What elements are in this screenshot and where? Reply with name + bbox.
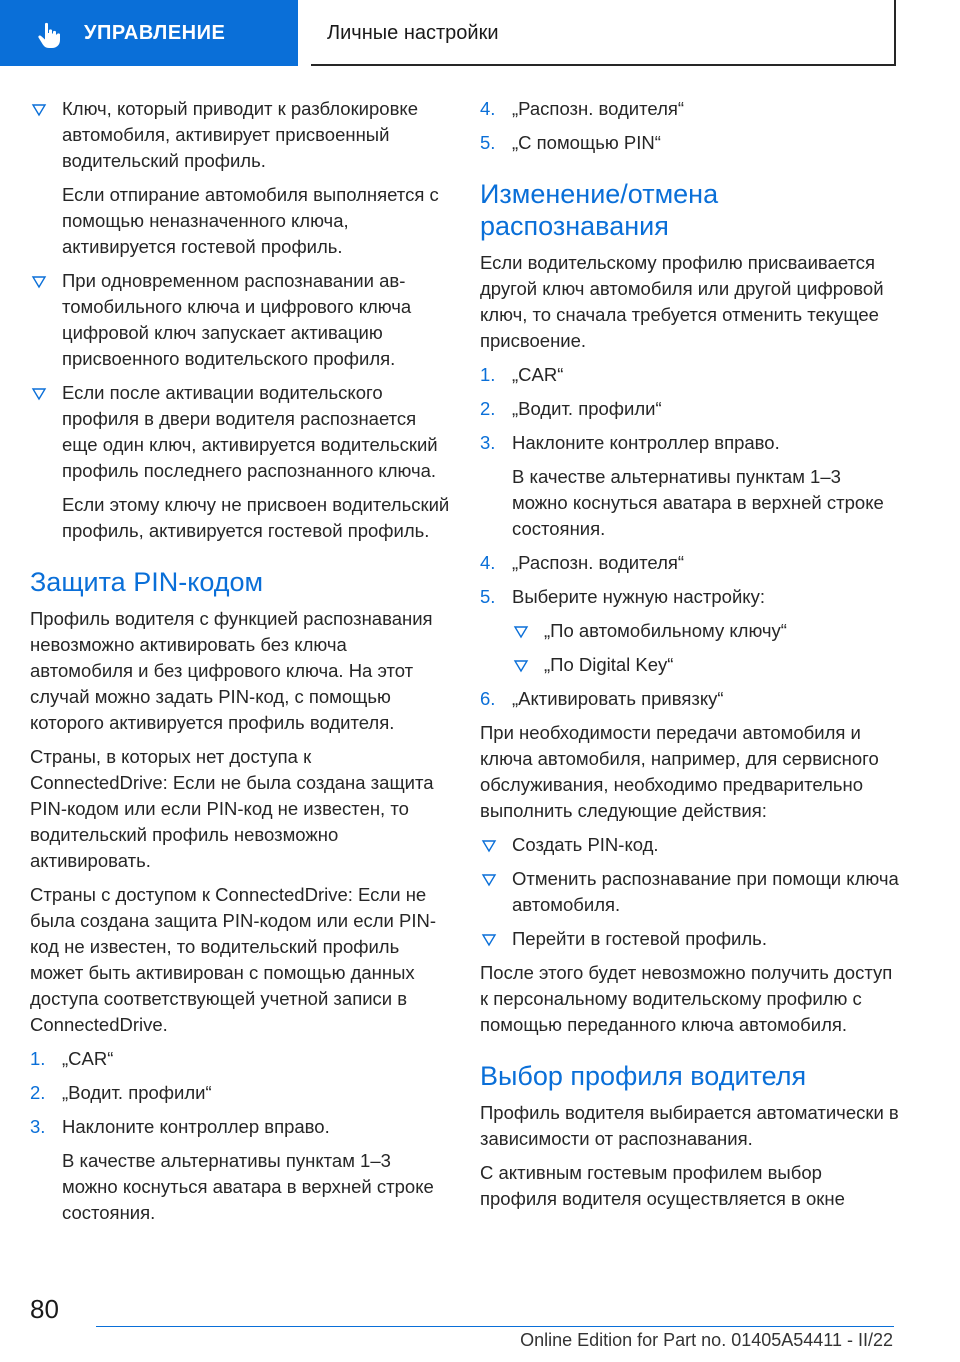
heading-change-cancel-recognition: Изменение/отмена распознавания — [480, 179, 719, 241]
step-text: Выберите нужную настройку: — [512, 586, 765, 607]
left-column — [30, 96, 450, 1234]
triangle-bullet-icon — [512, 652, 530, 678]
footer-divider — [96, 1326, 894, 1327]
triangle-bullet-icon — [30, 96, 48, 122]
step-subtext: В качестве альтернативы пунктам 1–3 можно коснуться аватара в верхней строке состояния. — [512, 466, 884, 539]
triangle-bullet-icon — [30, 268, 48, 294]
step-item — [480, 362, 900, 388]
bullet-text: Если после активации водительского профиля в двери водителя распознается еще один ключ, активируется водительский профиль последнего распознанного ключа. — [62, 382, 438, 481]
step-number: 4. — [480, 98, 496, 119]
step-text: Наклоните контроллер вправо. — [512, 432, 780, 453]
section-tab — [0, 0, 298, 66]
step-number: 5. — [480, 586, 496, 607]
triangle-bullet-icon — [480, 926, 498, 952]
step-text: „Активировать привязку“ — [512, 688, 724, 709]
bullet-item — [480, 866, 900, 918]
page-number: 80 — [30, 1294, 59, 1324]
step-item — [30, 1114, 450, 1140]
step-text: Наклоните контроллер вправо. — [62, 1116, 330, 1137]
paragraph: Профиль водителя с функцией распознавания невозможно активировать без ключа автомобиля и без цифрового ключа. На этот случай можно задать PIN-код, с помощью которого активируется профиль водителя. — [30, 608, 433, 733]
step-number: 4. — [480, 552, 496, 573]
paragraph: Если водительскому профилю присваивается другой ключ автомобиля или другой цифровой ключ, то сначала требуется отменить текущее присвоение. — [480, 252, 884, 351]
chapter-title-box — [311, 0, 896, 66]
bullet-item — [30, 380, 450, 484]
page-header — [0, 0, 960, 66]
bullet-text: При одновременном распознавании автомобильного ключа и цифрового ключа цифровой ключ запускает активацию присвоенного водительского профиля. — [62, 270, 412, 369]
heading-driver-profile-selection: Выбор профиля водителя — [480, 1061, 807, 1091]
bullet-text: Ключ, который приводит к разблокировке автомобиля, активирует присвоенный водительский профиль. — [62, 98, 418, 171]
triangle-bullet-icon — [30, 380, 48, 406]
step-number: 1. — [480, 364, 496, 385]
paragraph: Профиль водителя выбирается автоматически в зависимости от распознавания. — [480, 1102, 899, 1149]
triangle-bullet-icon — [512, 618, 530, 644]
step-number: 1. — [30, 1048, 46, 1069]
bullet-subtext: Если этому ключу не присвоен водительский профиль, активируется гостевой профиль. — [62, 494, 450, 541]
paragraph: После этого будет невозможно получить доступ к персональному водительскому профилю с помощью переданного ключа автомобиля. — [480, 962, 893, 1035]
paragraph: Страны, в которых нет доступа к ConnectedDrive: Если не была создана защита PIN-кодом или если PIN-код не известен, то водительский профиль невозможно активировать. — [30, 746, 434, 871]
step-item — [480, 686, 900, 712]
option-item — [480, 652, 900, 678]
option-text: „По автомобильному ключу“ — [544, 620, 787, 641]
step-text: „Водит. профили“ — [512, 398, 662, 419]
step-text: „С помощью PIN“ — [512, 132, 661, 153]
step-number: 2. — [30, 1082, 46, 1103]
right-column — [480, 96, 900, 1220]
step-item — [480, 96, 900, 122]
step-item — [480, 584, 900, 610]
step-subtext: В качестве альтернативы пунктам 1–3 можно коснуться аватара в верхней строке состояния. — [62, 1150, 434, 1223]
heading-pin-protection: Защита PIN-кодом — [30, 567, 264, 597]
bullet-item — [30, 268, 450, 372]
bullet-text: Создать PIN-код. — [512, 834, 659, 855]
step-item — [480, 430, 900, 456]
bullet-text: Отменить распознавание при помощи ключа автомобиля. — [512, 868, 899, 915]
step-item — [480, 396, 900, 422]
step-text: „Распозн. водителя“ — [512, 552, 685, 573]
step-number: 6. — [480, 688, 496, 709]
step-item — [30, 1046, 450, 1072]
chapter-title: Личные настройки — [327, 22, 499, 44]
step-text: „Водит. профили“ — [62, 1082, 212, 1103]
step-item — [480, 130, 900, 156]
edition-note: Online Edition for Part no. 01405A54411 - II/22 — [520, 1330, 893, 1350]
step-text: „Распозн. водителя“ — [512, 98, 685, 119]
bullet-item — [480, 832, 900, 858]
step-number: 3. — [30, 1116, 46, 1137]
triangle-bullet-icon — [480, 832, 498, 858]
paragraph: При необходимости передачи автомобиля и ключа автомобиля, например, для сервисного обслуживания, необходимо предварительно выполнить следующие действия: — [480, 722, 879, 821]
option-text: „По Digital Key“ — [544, 654, 674, 675]
step-item — [30, 1080, 450, 1106]
option-item — [480, 618, 900, 644]
step-number: 3. — [480, 432, 496, 453]
triangle-bullet-icon — [480, 866, 498, 892]
paragraph: Страны с доступом к ConnectedDrive: Если не была создана защита PIN-кодом или если PIN-код не известен, то водительский профиль может быть активирован с помощью данных доступа соответствующей учетной записи в ConnectedDrive. — [30, 884, 437, 1035]
step-text: „CAR“ — [62, 1048, 114, 1069]
bullet-text: Перейти в гостевой профиль. — [512, 928, 767, 949]
bullet-subtext: Если отпирание автомобиля выполняется с помощью неназначенного ключа, активируется гостевой профиль. — [62, 184, 439, 257]
bullet-item — [30, 96, 450, 174]
step-number: 5. — [480, 132, 496, 153]
step-text: „CAR“ — [512, 364, 564, 385]
section-name: УПРАВЛЕНИЕ — [84, 22, 226, 44]
step-item — [480, 550, 900, 576]
bullet-item — [480, 926, 900, 952]
step-number: 2. — [480, 398, 496, 419]
hand-pointer-icon — [34, 20, 64, 50]
paragraph: С активным гостевым профилем выбор профиля водителя осуществляется в окне — [480, 1162, 845, 1209]
